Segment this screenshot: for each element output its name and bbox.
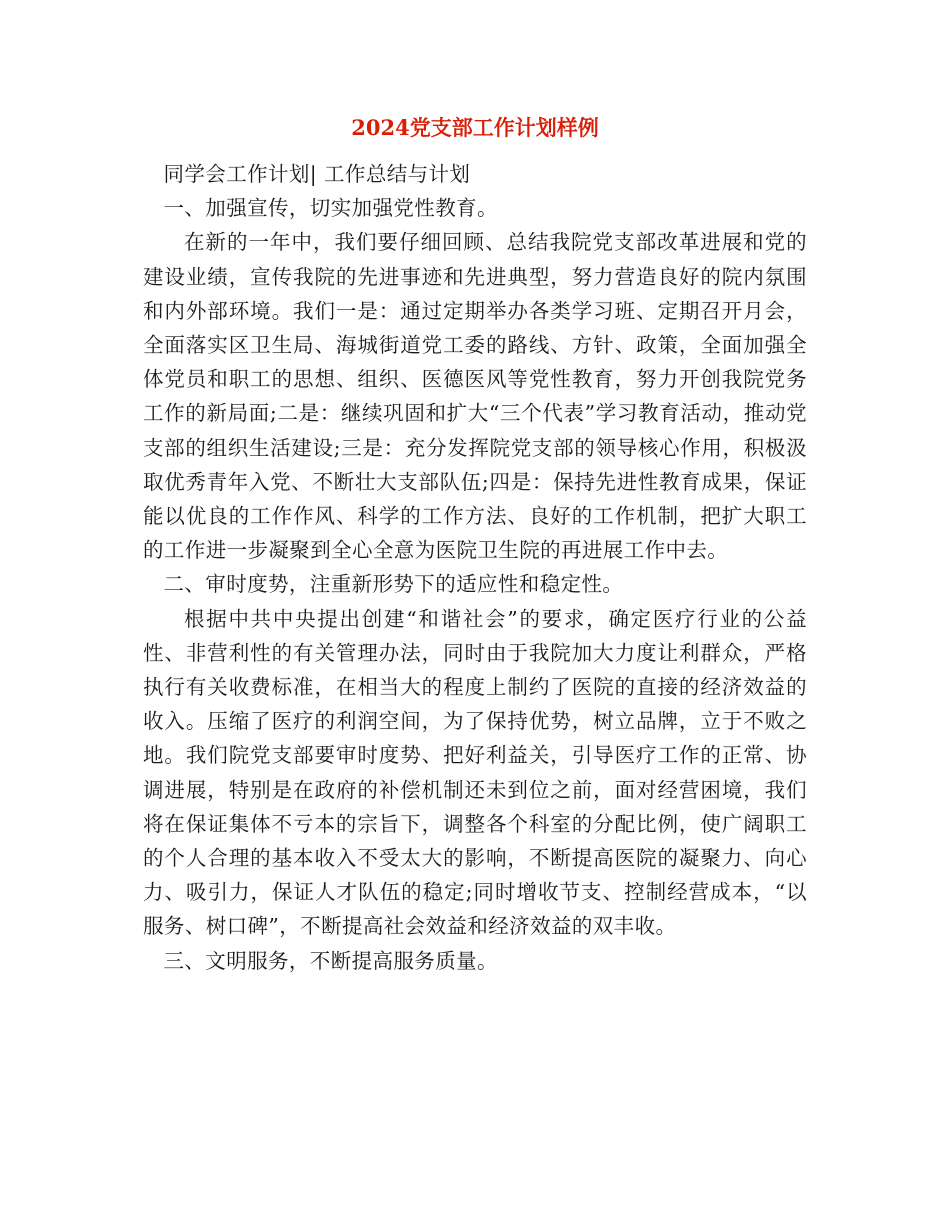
document-title: 2024党支部工作计划样例 (351, 115, 599, 140)
section-1-heading: 一、加强宣传，切实加强党性教育。 (163, 196, 498, 221)
section-2-heading: 二、审时度势，注重新形势下的适应性和稳定性。 (163, 572, 624, 597)
section-3-heading: 三、文明服务，不断提高服务质量。 (163, 948, 498, 973)
section-1-paragraph: 在新的一年中，我们要仔细回顾、总结我院党支部改革进展和党的建设业绩，宣传我院的先进事迹和先进典型，努力营造良好的院内氛围和内外部环境。我们一是：通过定期举办各类学习班、定期召开月会，全面落实区卫生局、海城街道党工委的路线、方针、政策，全面加强全体党员和职工的思想、组织、医德医风等党性教育，努力开创我院党务工作的新局面;二是：继续巩固和扩大“三个代表”学习教育活动，推动党支部的组织生活建设;三是：充分发挥院党支部的领导核心作用，积极汲取优秀青年入党、不断壮大支部队伍;四是：保持先进性教育成果，保证能以优良的工作作风、科学的工作方法、良好的工作机制，把扩大职工的工作进一步凝聚到全心全意为医院卫生院的再进展工作中去。 (143, 230, 807, 563)
section-2-paragraph: 根据中共中央提出创建“和谐社会”的要求，确定医疗行业的公益性、非营利性的有关管理办法，同时由于我院加大力度让利群众，严格执行有关收费标准，在相当大的程度上制约了医院的直接的经济效益的收入。压缩了医疗的利润空间，为了保持优势，树立品牌，立于不败之地。我们院党支部要审时度势、把好利益关，引导医疗工作的正常、协调进展，特别是在政府的补偿机制还未到位之前，面对经营困境，我们将在保证集体不亏本的宗旨下，调整各个科室的分配比例，使广阔职工的个人合理的基本收入不受太大的影响，不断提高医院的凝聚力、向心力、吸引力，保证人才队伍的稳定;同时增收节支、控制经营成本，“以服务、树口碑”，不断提高社会效益和经济效益的双丰收。 (143, 606, 807, 939)
document-body (143, 157, 807, 978)
subtitle-line: 同学会工作计划| 工作总结与计划 (163, 162, 471, 186)
